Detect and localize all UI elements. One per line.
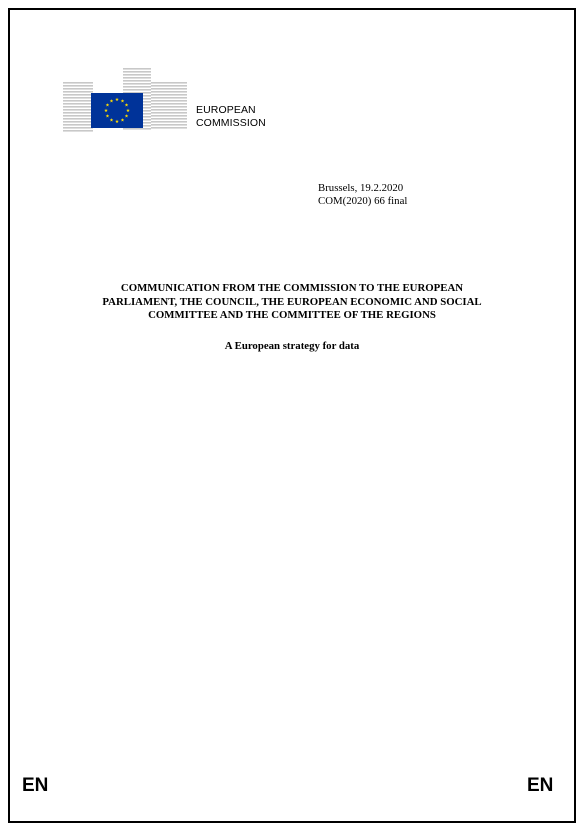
building-stripe xyxy=(63,121,93,123)
building-stripe xyxy=(123,71,151,73)
building-stripe xyxy=(123,68,151,70)
building-stripe xyxy=(151,88,187,90)
building-stripe xyxy=(123,89,151,91)
building-stripe xyxy=(63,88,93,90)
building-stripe xyxy=(151,112,187,114)
building-stripe xyxy=(123,86,151,88)
building-stripe xyxy=(63,106,93,108)
building-stripe xyxy=(63,85,93,87)
building-stripe xyxy=(63,100,93,102)
document-title xyxy=(40,282,544,323)
logo-line-1: EUROPEAN xyxy=(196,104,256,116)
building-stripe xyxy=(151,97,187,99)
language-code-left: EN xyxy=(22,775,49,796)
building-stripe xyxy=(151,106,187,108)
title-line-1: COMMUNICATION FROM THE COMMISSION TO THE EUROPEAN xyxy=(120,282,464,294)
building-stripe xyxy=(151,118,187,120)
building-stripe xyxy=(63,124,93,126)
building-stripe xyxy=(151,91,187,93)
european-commission-logo xyxy=(63,66,273,132)
building-stripe xyxy=(151,121,187,123)
building-stripe xyxy=(63,91,93,93)
document-meta xyxy=(318,182,407,208)
building-stripe xyxy=(63,118,93,120)
building-stripe xyxy=(123,77,151,79)
building-stripe xyxy=(63,115,93,117)
logo-wordmark xyxy=(196,104,266,129)
building-stripe xyxy=(63,130,93,132)
building-stripe xyxy=(151,94,187,96)
building-stripe xyxy=(123,83,151,85)
ec-building-flag-icon xyxy=(63,66,193,132)
building-stripe xyxy=(151,109,187,111)
building-stripe xyxy=(63,103,93,105)
building-stripe xyxy=(63,109,93,111)
building-stripe xyxy=(151,82,187,84)
building-stripe xyxy=(123,80,151,82)
building-stripe xyxy=(63,127,93,129)
building-stripe xyxy=(123,74,151,76)
logo-line-2: COMMISSION xyxy=(196,116,266,129)
title-line-3: COMMITTEE AND THE COMMITTEE OF THE REGIONS xyxy=(148,309,436,321)
document-reference: COM(2020) 66 final xyxy=(318,195,408,207)
building-stripe xyxy=(63,112,93,114)
building-stripe xyxy=(63,94,93,96)
title-line-2: PARLIAMENT, THE COUNCIL, THE EUROPEAN ECONOMIC AND SOCIAL xyxy=(102,295,482,308)
building-stripe xyxy=(63,82,93,84)
building-stripe xyxy=(151,100,187,102)
language-code-right: EN xyxy=(527,775,554,796)
building-stripe xyxy=(151,115,187,117)
document-subtitle: A European strategy for data xyxy=(224,340,360,352)
building-stripe xyxy=(151,85,187,87)
building-stripe xyxy=(151,124,187,126)
building-stripe xyxy=(63,97,93,99)
building-stripe xyxy=(123,128,151,130)
building-stripe xyxy=(151,103,187,105)
building-stripe xyxy=(151,127,187,129)
date-line: Brussels, 19.2.2020 xyxy=(318,182,404,194)
